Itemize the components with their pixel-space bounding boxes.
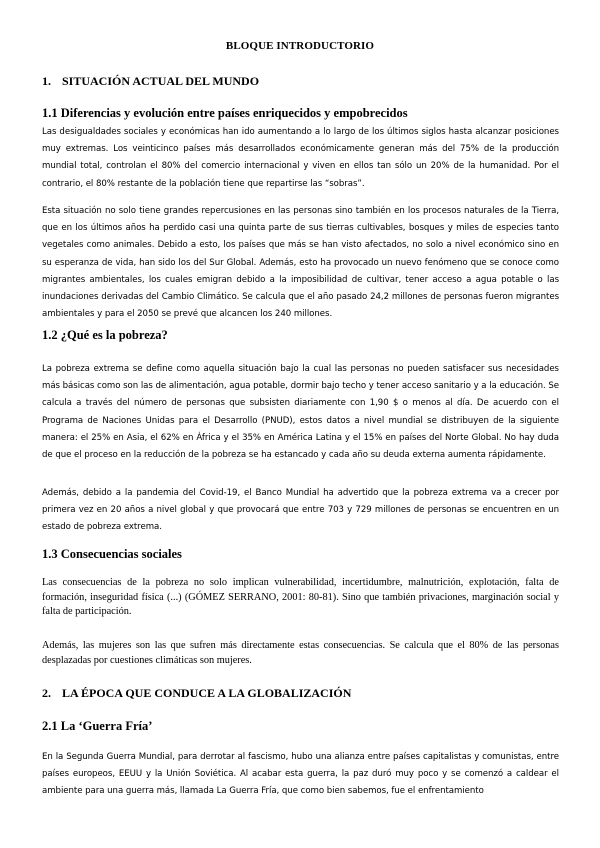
paragraph-1-3-a: Las consecuencias de la pobreza no solo implican vulnerabilidad, incertidumbre, malnutrición, explotación, falta de formación, inseguridad física (...) (GÓMEZ SERRANO, 2001: 80-81). Sino que también privaciones, marginación social y falta de participación.	[42, 577, 559, 618]
subsection-2-1-heading: 2.1 La ‘Guerra Fría’	[42, 719, 153, 733]
subsection-1-3-heading: 1.3 Consecuencias sociales	[42, 547, 182, 561]
paragraph-1-1-b: Esta situación no solo tiene grandes repercusiones en las personas sino también en los procesos naturales de la Tierra, que en los últimos años ha perdido casi una quinta parte de sus tierras cultivables, bosques y miles de especies tanto vegetales como animales. Debido a esto, los países que más se han visto afectados, no solo a nivel económico sino en su esperanza de vida, han sido los del Sur Global. Además, esto ha provocado un nuevo fenómeno que se conoce como migrantes ambientales, los cuales emigran debido a la imposibilidad de cultivar, tener acceso a agua potable o las inundaciones derivadas del Cambio Climático. Se calcula que el año pasado 24,2 millones de personas fueron migrantes ambientales y para el 2050 se prevé que alcancen los 240 millones.	[42, 206, 559, 320]
paragraph-1-2-b: Además, debido a la pandemia del Covid-19, el Banco Mundial ha advertido que la pobreza extrema va a crecer por primera vez en 20 años a nivel global y que provocará que entre 703 y 729 millones de personas se encuentren en un estado de pobreza extrema.	[42, 488, 559, 533]
paragraph-1-3-b: Además, las mujeres son las que sufren más directamente estas consecuencias. Se calcula que el 80% de las personas desplazadas por cuestiones climáticas son mujeres.	[42, 640, 559, 666]
section-2-title: LA ÉPOCA QUE CONDUCE A LA GLOBALIZACIÓN	[62, 686, 352, 700]
document-title: BLOQUE INTRODUCTORIO	[225, 40, 375, 52]
subsection-1-1-heading: 1.1 Diferencias y evolución entre países enriquecidos y empobrecidos	[42, 106, 408, 120]
paragraph-1-2-a: La pobreza extrema se define como aquella situación bajo la cual las personas no pueden satisfacer sus necesidades más básicas como son las de alimentación, agua potable, dormir bajo techo y tener acceso sanitario y a la educación. Se calcula a través del número de personas que subsisten diariamente con 1,90 $ o menos al día. De acuerdo con el Programa de Naciones Unidas para el Desarrollo (PNUD), estos datos a nivel mundial se distribuyen de la siguiente manera: el 25% en Asia, el 62% en África y el 35% en América Latina y el 15% en países del Norte Global. No hay duda de que el proceso en la reducción de la pobreza se ha estancado y cada año su deuda externa aumenta rápidamente.	[42, 364, 559, 461]
section-1-number: 1.	[42, 74, 51, 88]
paragraph-1-1-a: Las desigualdades sociales y económicas han ido aumentando a lo largo de los últimos siglos hasta alcanzar posiciones muy extremas. Los veinticinco países más desarrollados económicamente generan más del 75% de la producción mundial total, controlan el 80% del comercio internacional y viven en ellos tan sólo un 20% de la humanidad. Por el contrario, el 80% restante de la población tiene que repartirse las “sobras”.	[42, 127, 559, 189]
paragraph-2-1-a: En la Segunda Guerra Mundial, para derrotar al fascismo, hubo una alianza entre países capitalistas y comunistas, entre países europeos, EEUU y la Unión Soviética. Al acabar esta guerra, la paz duró muy poco y se comenzó a caldear el ambiente para una guerra más, llamada La Guerra Fría, que como bien sabemos, fue el enfrentamiento	[42, 752, 559, 797]
section-2-number: 2.	[42, 686, 51, 700]
section-1-title: SITUACIÓN ACTUAL DEL MUNDO	[62, 74, 260, 88]
section-2-heading	[42, 686, 559, 701]
section-1-heading	[42, 74, 559, 89]
subsection-1-2-heading: 1.2 ¿Qué es la pobreza?	[42, 328, 168, 342]
